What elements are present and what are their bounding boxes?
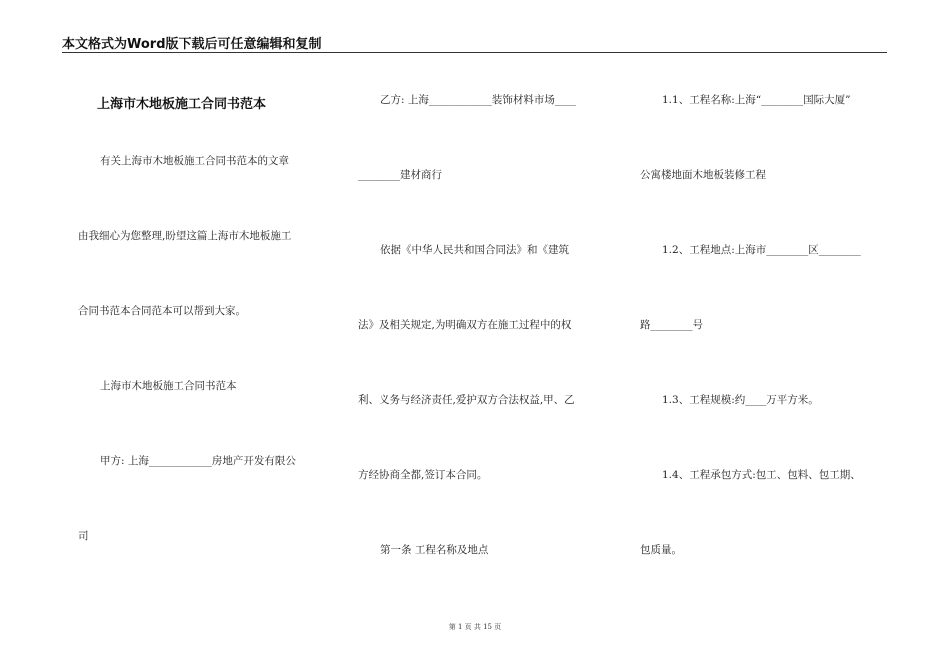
col3-line-5: 1.3、工程规模:约____万平方米。 [662, 394, 819, 406]
col3-line-3: 1.2、工程地点:上海市________区________ [662, 244, 861, 256]
col2-line-7: 第一条 工程名称及地点 [380, 544, 489, 556]
col2-line-6: 方经协商全都,签订本合同。 [358, 469, 488, 481]
col1-line-2: 由我细心为您整理,盼望这篇上海市木地板施工 [78, 230, 292, 242]
col3-line-1: 1.1、工程名称:上海“________国际大厦” [662, 94, 851, 106]
page-number-footer: 第 1 页 共 15 页 [448, 623, 502, 631]
col3-line-6: 1.4、工程承包方式:包工、包料、包工期、 [662, 469, 861, 481]
document-title: 上海市木地板施工合同书范本 [97, 97, 267, 112]
page-header-title: 本文格式为Word版下载后可任意编辑和复制 [62, 37, 322, 52]
col1-line-5: 甲方: 上海____________房地产开发有限公 [100, 455, 296, 467]
col2-line-2: ________建材商行 [358, 169, 442, 181]
col1-line-4: 上海市木地板施工合同书范本 [100, 380, 237, 392]
col2-line-4: 法》及相关规定,为明确双方在施工过程中的权 [358, 319, 572, 331]
header-divider [62, 52, 887, 53]
col2-line-5: 利、义务与经济责任,爱护双方合法权益,甲、乙 [358, 394, 575, 406]
col1-line-1: 有关上海市木地板施工合同书范本的文章 [100, 155, 289, 167]
col2-line-3: 依据《中华人民共和国合同法》和《建筑 [380, 244, 569, 256]
col1-line-3: 合同书范本合同范本可以帮到大家。 [78, 305, 246, 317]
col3-line-2: 公寓楼地面木地板装修工程 [640, 169, 766, 181]
col3-line-7: 包质量。 [640, 544, 682, 556]
col2-line-1: 乙方: 上海____________装饰材料市场____ [380, 94, 576, 106]
col3-line-4: 路________号 [640, 319, 703, 331]
col1-line-6: 司 [78, 530, 89, 542]
